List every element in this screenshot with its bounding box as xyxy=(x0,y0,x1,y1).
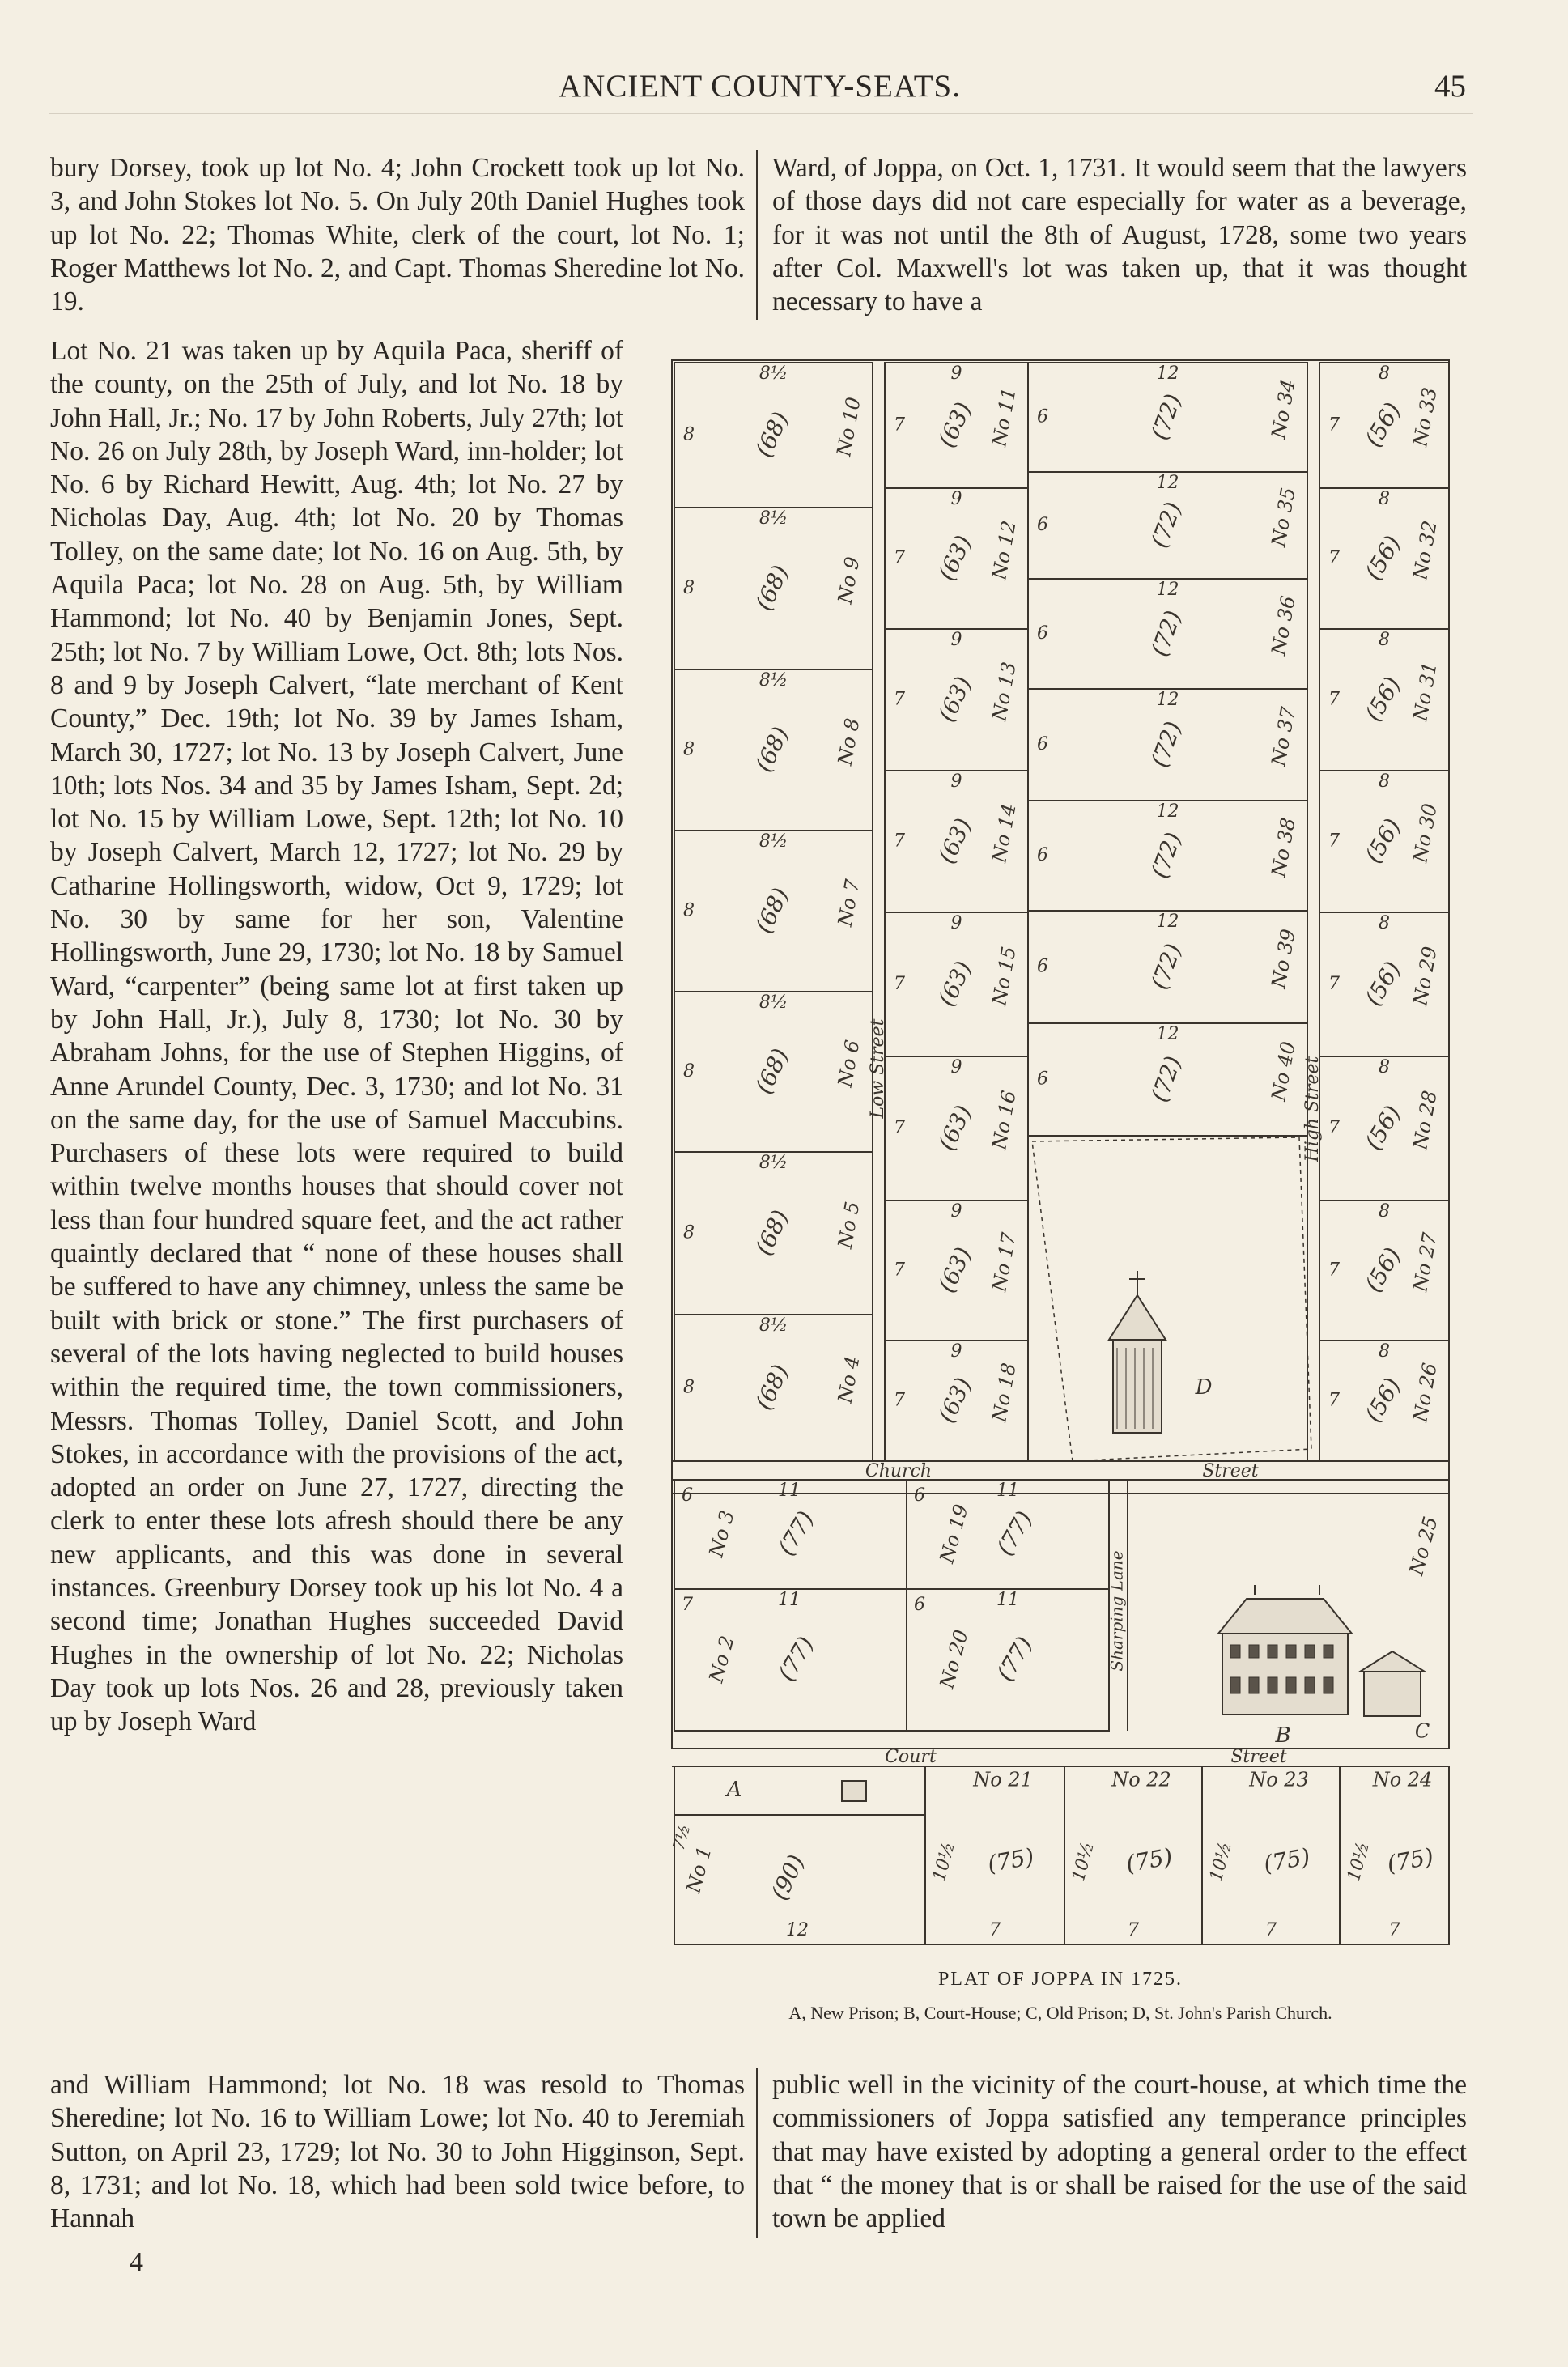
mid-lot-depth-no-2: (77) xyxy=(772,1631,819,1686)
col1-lot-number-no-5: No 5 xyxy=(833,1200,865,1251)
col1-lot-frontage-no-4: 8½ xyxy=(759,1315,788,1336)
col2-lot-side-no-14: 7 xyxy=(894,831,905,852)
col4-lot-side-no-29: 7 xyxy=(1328,974,1340,994)
col2-lot-depth-no-14: (63) xyxy=(933,814,977,868)
col2-lot-side-no-12: 7 xyxy=(894,548,905,568)
col4-lot-number-no-27: No 27 xyxy=(1409,1230,1442,1294)
bottom-lot-depth-no-22: (75) xyxy=(1124,1842,1175,1878)
court-house-window-lower-4 xyxy=(1305,1677,1315,1693)
court-house-roof xyxy=(1218,1599,1352,1634)
bottom-lot-frontage-no-22: 7 xyxy=(1128,1920,1139,1940)
bottom-lot-depth-no-21: (75) xyxy=(985,1842,1036,1878)
col3-lot-side-no-38: 6 xyxy=(1037,845,1048,865)
bottom-lot-frontage-no-23: 7 xyxy=(1265,1920,1277,1940)
mid-lot-number-no-3: No 3 xyxy=(704,1507,739,1560)
col3-lot-depth-no-38: (72) xyxy=(1145,828,1187,882)
bottom-lot-side-no-23: 10½ xyxy=(1206,1839,1236,1884)
plat-svg xyxy=(668,356,1461,1955)
col2-lot-side-no-17: 7 xyxy=(894,1260,905,1281)
left-bottom-text: and William Hammond; lot No. 18 was resold to Thomas Sheredine; lot No. 16 to William Lowe; lot No. 40 to Jeremiah Sutton, on April 23, 1729; lot No. 30 to John Higginson, Sept. 8, 1731; and lot No. 18, which had been sold twice before, to Hannah xyxy=(50,2070,745,2234)
court-house-window-lower-5 xyxy=(1324,1677,1333,1693)
col4-lot-number-no-28: No 28 xyxy=(1409,1089,1442,1152)
col1-lot-side-no-9: 8 xyxy=(683,578,695,598)
col4-lot-frontage-no-27: 8 xyxy=(1379,1201,1390,1222)
col3-lot-number-no-38: No 38 xyxy=(1267,816,1300,879)
court-house-window-lower-1 xyxy=(1249,1677,1259,1693)
col1-lot-frontage-no-5: 8½ xyxy=(759,1153,788,1173)
col2-lot-side-no-16: 7 xyxy=(894,1118,905,1138)
mid-lot-depth-no-19: (77) xyxy=(991,1506,1038,1561)
col4-lot-depth-no-32: (56) xyxy=(1359,530,1406,585)
old-prison-roof xyxy=(1360,1651,1425,1672)
church-building xyxy=(1113,1340,1162,1433)
col2-lot-number-no-11: No 11 xyxy=(988,385,1021,448)
col2-lot-depth-no-11: (63) xyxy=(933,397,977,452)
court-house-window-lower-3 xyxy=(1286,1677,1296,1693)
col3-lot-number-no-36: No 36 xyxy=(1267,594,1300,657)
col1-lot-number-no-8: No 8 xyxy=(833,716,865,767)
bottom-lot-frontage-no-1: 12 xyxy=(786,1920,809,1940)
mid-lot-number-no-2: No 2 xyxy=(704,1633,739,1685)
col1-lot-number-no-4: No 4 xyxy=(833,1354,865,1405)
col4-lot-frontage-no-33: 8 xyxy=(1379,363,1390,384)
mid-lot-number-no-19: No 19 xyxy=(935,1502,973,1566)
new-prison-label-a: A xyxy=(726,1778,742,1802)
mid-lot-frontage-no-20: 11 xyxy=(996,1590,1019,1610)
left-mid-paragraph xyxy=(50,334,623,2059)
col3-lot-frontage-no-34: 12 xyxy=(1156,363,1179,384)
col2-lot-frontage-no-11: 9 xyxy=(950,363,962,384)
col2-lot-number-no-17: No 17 xyxy=(988,1230,1021,1294)
col4-lot-side-no-32: 7 xyxy=(1328,548,1340,568)
col2-lot-side-no-11: 7 xyxy=(894,414,905,436)
plat-caption-legend: A, New Prison; B, Court-House; C, Old Prison; D, St. John's Parish Church. xyxy=(788,2003,1332,2023)
col2-lot-depth-no-13: (63) xyxy=(933,672,977,726)
bottom-lot-frontage-no-21: 7 xyxy=(989,1920,1001,1940)
col4-lot-frontage-no-26: 8 xyxy=(1379,1341,1390,1362)
col1-lot-number-no-10: No 10 xyxy=(832,395,865,458)
col3-lot-frontage-no-40: 12 xyxy=(1156,1024,1179,1044)
header-rule xyxy=(49,113,1473,114)
col3-lot-frontage-no-37: 12 xyxy=(1156,690,1179,710)
col3-lot-side-no-39: 6 xyxy=(1037,956,1048,977)
old-prison-label-c: C xyxy=(1414,1719,1430,1743)
col1-lot-number-no-7: No 7 xyxy=(833,878,865,929)
col4-lot-number-no-26: No 26 xyxy=(1409,1361,1442,1424)
left-top-paragraph xyxy=(50,151,745,321)
old-prison-building xyxy=(1364,1672,1421,1716)
running-title: ANCIENT COUNTY-SEATS. xyxy=(559,69,961,104)
col3-lot-side-no-36: 6 xyxy=(1037,623,1048,644)
running-header xyxy=(0,68,1568,117)
court-house-window-upper-5 xyxy=(1324,1645,1333,1658)
court-house-window-upper-4 xyxy=(1305,1645,1315,1658)
col3-lot-frontage-no-35: 12 xyxy=(1156,473,1179,493)
col4-lot-frontage-no-30: 8 xyxy=(1379,771,1390,792)
col2-lot-number-no-16: No 16 xyxy=(988,1089,1021,1152)
col4-lot-frontage-no-32: 8 xyxy=(1379,489,1390,509)
col4-lot-depth-no-27: (56) xyxy=(1359,1243,1406,1297)
col2-lot-depth-no-16: (63) xyxy=(933,1101,977,1155)
right-top-text: Ward, of Joppa, on Oct. 1, 1731. It would seem that the lawyers of those days did not care especially for water as a beverage, for it was not until the 8th of August, 1728, some two years after Col. Maxwell's lot was taken up, that it was thought necessary to have a xyxy=(772,153,1467,317)
church-street-label-right: Street xyxy=(1202,1461,1259,1481)
col4-lot-frontage-no-29: 8 xyxy=(1379,913,1390,933)
page-number: 45 xyxy=(1434,69,1466,104)
court-house-label-b: B xyxy=(1275,1723,1291,1748)
mid-lot-side-no-3: 6 xyxy=(682,1485,693,1506)
col2-lot-depth-no-15: (63) xyxy=(933,957,977,1011)
col1-lot-frontage-no-8: 8½ xyxy=(759,670,788,691)
col1-lot-side-no-6: 8 xyxy=(683,1061,695,1082)
bottom-lot-number-no-21: No 21 xyxy=(973,1768,1033,1791)
col3-lot-frontage-no-36: 12 xyxy=(1156,580,1179,600)
col1-lot-number-no-9: No 9 xyxy=(833,555,865,606)
col4-lot-side-no-31: 7 xyxy=(1328,689,1340,710)
col3-lot-frontage-no-38: 12 xyxy=(1156,801,1179,822)
col3-lot-number-no-40: No 40 xyxy=(1267,1039,1300,1103)
col1-lot-depth-no-6: (68) xyxy=(750,1044,794,1099)
col1-lot-number-no-6: No 6 xyxy=(833,1038,865,1089)
court-house-window-lower-0 xyxy=(1230,1677,1240,1693)
col2-lot-depth-no-12: (63) xyxy=(933,531,977,585)
col4-lot-depth-no-33: (56) xyxy=(1359,397,1406,452)
mid-lot-depth-no-3: (77) xyxy=(772,1506,819,1561)
col1-lot-depth-no-4: (68) xyxy=(750,1360,794,1414)
col2-lot-frontage-no-12: 9 xyxy=(950,489,962,509)
col2-lot-frontage-no-18: 9 xyxy=(950,1341,962,1362)
col4-lot-depth-no-31: (56) xyxy=(1359,672,1406,726)
bottom-lot-depth-no-24: (75) xyxy=(1384,1842,1436,1878)
court-house-window-upper-0 xyxy=(1230,1645,1240,1658)
bottom-lot-number-no-23: No 23 xyxy=(1249,1768,1309,1791)
col4-lot-number-no-30: No 30 xyxy=(1409,801,1442,865)
col2-lot-frontage-no-15: 9 xyxy=(950,913,962,933)
plat-outer-frame xyxy=(672,360,1449,1494)
church-street-label-left: Church xyxy=(865,1461,933,1481)
court-street-label-right: Street xyxy=(1230,1747,1287,1767)
court-house-window-upper-3 xyxy=(1286,1645,1296,1658)
col3-lot-depth-no-36: (72) xyxy=(1145,606,1187,660)
col1-lot-side-no-5: 8 xyxy=(683,1222,695,1243)
low-street-label: Low Street xyxy=(868,1018,888,1119)
col4-lot-depth-no-29: (56) xyxy=(1359,956,1406,1011)
column-divider-top xyxy=(756,150,758,320)
mid-lot-frontage-no-19: 11 xyxy=(996,1481,1019,1501)
col4-lot-depth-no-26: (56) xyxy=(1359,1373,1406,1427)
bottom-lot-side-no-24: 10½ xyxy=(1344,1839,1374,1884)
mid-lot-side-no-19: 6 xyxy=(914,1485,925,1506)
left-top-text: bury Dorsey, took up lot No. 4; John Crockett took up lot No. 3, and John Stokes lot No. 5. On July 20th Daniel Hughes took up lot No. 22; Thomas White, clerk of the court, lot No. 1; Roger Matthews lot No. 2, and Capt. Thomas Sheredine lot No. 19. xyxy=(50,153,745,317)
col1-lot-side-no-4: 8 xyxy=(683,1377,695,1398)
col1-lot-frontage-no-7: 8½ xyxy=(759,831,788,852)
lot-25-number: No 25 xyxy=(1404,1514,1443,1578)
bottom-lot-number-no-24: No 24 xyxy=(1372,1768,1433,1791)
bottom-lot-frontage-no-24: 7 xyxy=(1388,1920,1400,1940)
col3-lot-side-no-37: 6 xyxy=(1037,734,1048,754)
bottom-lot-number-no-22: No 22 xyxy=(1111,1768,1171,1791)
column-divider-bottom xyxy=(756,2068,758,2238)
col2-lot-frontage-no-17: 9 xyxy=(950,1201,962,1222)
col3-lot-number-no-37: No 37 xyxy=(1267,705,1300,768)
col1-lot-side-no-7: 8 xyxy=(683,900,695,921)
left-mid-text: Lot No. 21 was taken up by Aquila Paca, sheriff of the county, on the 25th of July, and lot No. 18 by John Hall, Jr.; No. 17 by John Roberts, July 27th; lot No. 26 on July 28th, by Joseph Ward, inn-holder; lot No. 6 by Richard Hewitt, Aug. 4th; lot No. 27 by Nicholas Day, Aug. 4th; lot No. 20 by Thomas Tolley, on the same date; lot No. 16 on Aug. 5th, by Aquila Paca; lot No. 28 on Aug. 5th, by William Hammond; lot No. 40 by Benjamin Jones, Sept. 25th; lot No. 7 by William Lowe, Oct. 8th; lots Nos. 8 and 9 by Joseph Calvert, “late merchant of Kent County,” Dec. 19th; lot No. 39 by James Isham, March 30, 1727; lot No. 13 by Joseph Calvert, June 10th; lots Nos. 34 and 35 by James Isham, Sept. 2d; lot No. 15 by William Lowe, Sept. 12th; lot No. 10 by Joseph Calvert, March 12, 1727; lot No. 29 by Catharine Hollingsworth, widow, Oct 9, 1729; lot No. 30 by same for her son, Valentine Hollingsworth, June 29, 1730; lot No. 18 by Samuel Ward, “carpenter” (being same lot at first taken up by John Hall, Jr.), July 8, 1730; lot No. 30 by Abraham Johns, for the use of Stephen Higgins, of Anne Arundel County, Dec. 3, 1730; and lot No. 31 on the same day, for the use of Samuel Maccubins. Purchasers of these lots were required to build within twelve months houses that should cover not less than four hundred square feet, and the act rather quaintly declared that “ none of these houses shall be suffered to have any chimney, unless the same be built with brick or stone.” The first purchasers of several of the lots having neglected to build houses within the required time, the town commissioners, Messrs. Thomas Tolley, Daniel Scott, and John Stokes, in accordance with the provisions of the act, adopted an order on June 27, 1727, directing the clerk to enter these lots afresh should there be any new applicants, and this was done in several instances. Greenbury Dorsey took up his lot No. 4 a second time; Jonathan Hughes succeeded David Hughes in the ownership of lot No. 22; Nicholas Day took up lots Nos. 26 and 28, previously taken up by Joseph Ward xyxy=(50,336,623,1737)
col3-lot-side-no-34: 6 xyxy=(1037,406,1048,427)
col4-lot-number-no-29: No 29 xyxy=(1409,945,1442,1008)
bottom-lot-depth-no-23: (75) xyxy=(1261,1842,1312,1878)
col3-lot-depth-no-35: (72) xyxy=(1145,498,1187,551)
mid-lot-number-no-20: No 20 xyxy=(935,1627,973,1691)
col1-lot-depth-no-8: (68) xyxy=(750,722,794,776)
col2-lot-number-no-12: No 12 xyxy=(988,519,1021,582)
col2-lot-depth-no-18: (63) xyxy=(933,1373,977,1427)
col2-lot-frontage-no-14: 9 xyxy=(950,771,962,792)
bottom-lot-side-no-1: 7½ xyxy=(668,1821,695,1853)
col3-lot-depth-no-37: (72) xyxy=(1145,717,1187,771)
col2-lot-side-no-18: 7 xyxy=(894,1390,905,1411)
col2-lot-number-no-14: No 14 xyxy=(988,801,1021,865)
col3-lot-side-no-35: 6 xyxy=(1037,515,1048,535)
col4-lot-frontage-no-28: 8 xyxy=(1379,1057,1390,1077)
bottom-lot-side-no-22: 10½ xyxy=(1069,1839,1098,1884)
col2-lot-number-no-18: No 18 xyxy=(988,1361,1021,1424)
col3-lot-frontage-no-39: 12 xyxy=(1156,912,1179,932)
col2-lot-frontage-no-16: 9 xyxy=(950,1057,962,1077)
bottom-lot-number-no-1: No 1 xyxy=(682,1843,716,1896)
col2-lot-side-no-15: 7 xyxy=(894,974,905,994)
mid-lot-depth-no-20: (77) xyxy=(991,1631,1038,1686)
right-bottom-paragraph xyxy=(772,2068,1467,2238)
col3-lot-number-no-34: No 34 xyxy=(1267,377,1300,440)
col1-lot-depth-no-10: (68) xyxy=(750,407,794,461)
col4-lot-number-no-32: No 32 xyxy=(1409,519,1442,582)
sharping-lane-label: Sharping Lane xyxy=(1107,1550,1127,1672)
col4-lot-number-no-31: No 31 xyxy=(1409,660,1442,723)
col1-lot-depth-no-7: (68) xyxy=(750,883,794,937)
new-prison-building xyxy=(842,1781,866,1801)
church-lot-boundary xyxy=(1032,1137,1311,1461)
left-bottom-paragraph xyxy=(50,2068,745,2238)
col1-lot-frontage-no-6: 8½ xyxy=(759,992,788,1013)
col1-lot-frontage-no-9: 8½ xyxy=(759,508,788,529)
court-house-window-lower-2 xyxy=(1268,1677,1277,1693)
col2-lot-number-no-15: No 15 xyxy=(988,945,1021,1008)
plat-of-joppa-map xyxy=(668,356,1461,1955)
col1-lot-depth-no-5: (68) xyxy=(750,1205,794,1260)
right-bottom-text: public well in the vicinity of the court-house, at which time the commissioners of Joppa satisfied any temperance principles that may have existed by adopting a general order to the effect that “ the money that is or shall be raised for the use of the said town be applied xyxy=(772,2070,1467,2234)
bottom-lot-side-no-21: 10½ xyxy=(929,1839,959,1884)
col1-lot-frontage-no-10: 8½ xyxy=(759,363,788,384)
col4-lot-side-no-28: 7 xyxy=(1328,1118,1340,1138)
church-label-d: D xyxy=(1195,1375,1213,1400)
col3-lot-depth-no-39: (72) xyxy=(1145,940,1187,993)
mid-lot-side-no-20: 6 xyxy=(914,1595,925,1615)
col4-lot-depth-no-28: (56) xyxy=(1359,1100,1406,1155)
col4-lot-side-no-30: 7 xyxy=(1328,831,1340,852)
col4-lot-number-no-33: No 33 xyxy=(1409,385,1442,448)
mid-lot-frontage-no-2: 11 xyxy=(778,1590,801,1610)
col2-lot-number-no-13: No 13 xyxy=(988,660,1021,723)
bottom-lot-depth-no-1: (90) xyxy=(766,1851,810,1905)
mid-lot-frontage-no-3: 11 xyxy=(778,1481,801,1501)
col4-lot-frontage-no-31: 8 xyxy=(1379,630,1390,650)
col1-lot-side-no-10: 8 xyxy=(683,424,695,445)
col2-lot-depth-no-17: (63) xyxy=(933,1243,977,1297)
mid-lot-side-no-2: 7 xyxy=(682,1595,693,1615)
col4-lot-side-no-27: 7 xyxy=(1328,1260,1340,1281)
col3-lot-depth-no-40: (72) xyxy=(1145,1052,1187,1106)
col4-lot-side-no-26: 7 xyxy=(1328,1390,1340,1411)
col4-lot-depth-no-30: (56) xyxy=(1359,814,1406,868)
new-prison-lot-strip xyxy=(674,1766,925,1815)
col3-lot-number-no-39: No 39 xyxy=(1267,927,1300,990)
col3-lot-number-no-35: No 35 xyxy=(1267,486,1300,549)
col1-lot-side-no-8: 8 xyxy=(683,739,695,760)
col2-lot-side-no-13: 7 xyxy=(894,689,905,710)
col4-lot-side-no-33: 7 xyxy=(1328,414,1340,436)
high-street-label: High Street xyxy=(1302,1056,1323,1162)
church-roof xyxy=(1109,1295,1166,1340)
col3-lot-depth-no-34: (72) xyxy=(1145,390,1187,444)
col3-lot-side-no-40: 6 xyxy=(1037,1069,1048,1090)
col2-lot-frontage-no-13: 9 xyxy=(950,630,962,650)
court-house-window-upper-2 xyxy=(1268,1645,1277,1658)
plat-caption-title: PLAT OF JOPPA IN 1725. xyxy=(937,1969,1183,1990)
col1-lot-depth-no-9: (68) xyxy=(750,561,794,615)
court-house-window-upper-1 xyxy=(1249,1645,1259,1658)
signature-mark: 4 xyxy=(130,2247,143,2277)
court-street-label-left: Court xyxy=(885,1747,937,1767)
right-top-paragraph xyxy=(772,151,1467,321)
